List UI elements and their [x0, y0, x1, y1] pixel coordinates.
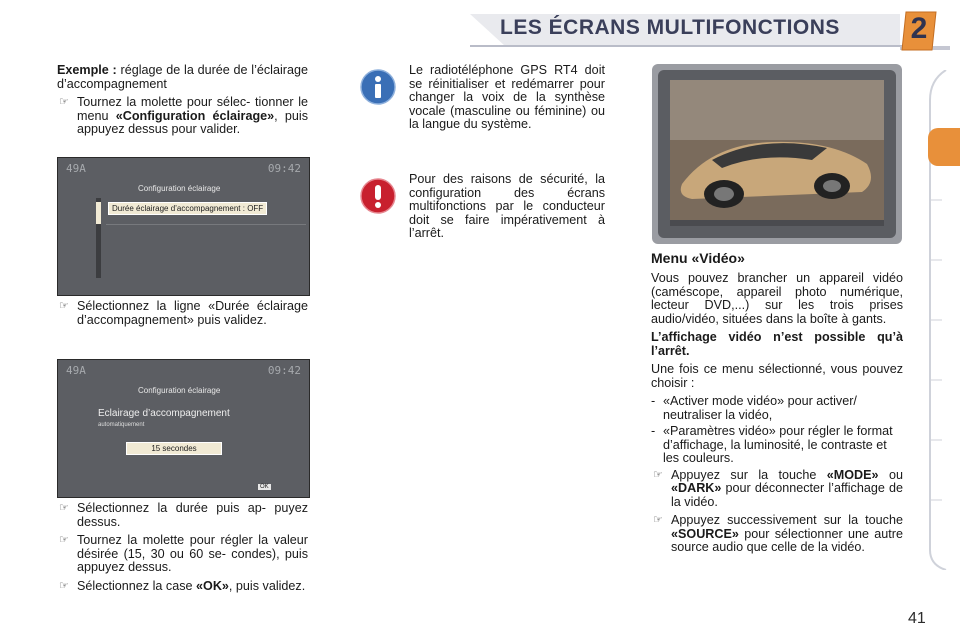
step-text: Tournez la molette pour sélec- tionner le menu [77, 95, 308, 123]
left-step-1 [57, 96, 308, 137]
screen-selected-line: Durée éclairage d’accompagnement : OFF [108, 202, 267, 215]
key-name: «SOURCE» [671, 526, 739, 541]
left-step-3 [57, 502, 308, 529]
menu-name: «Configuration éclairage» [115, 108, 275, 123]
warning-icon [360, 178, 396, 214]
page-header [0, 0, 960, 58]
left-step-2 [57, 300, 308, 327]
screen-status-bar [58, 360, 309, 380]
video-intro: Vous pouvez brancher un appareil vidéo (caméscope, appareil photo numérique, lecteur DVD,...) sur les trois prises audio/vidéo, situées dans la boîte à gants. [651, 271, 903, 326]
video-option-1 [651, 395, 903, 422]
screen-status-bar [58, 158, 309, 178]
dash-marker: - [651, 424, 656, 438]
video-subheading-text: L’affichage vidéo n’est possible qu’à l’arrêt. [651, 330, 903, 358]
step-text: Appuyez sur la touche [671, 467, 827, 482]
screen-selected-value: 15 secondes [126, 442, 222, 455]
screen-divider [106, 224, 306, 225]
sidebar-tab-active[interactable] [928, 128, 960, 166]
button-name: «OK» [196, 578, 229, 593]
info-icon [360, 69, 396, 105]
video-choose: Une fois ce menu sélectionné, vous pouvez choisir : [651, 362, 903, 390]
step-text: Tournez la molette pour régler la valeur désirée (15, 30 ou 60 se- condes), puis appuyez dessus. [77, 533, 308, 574]
info-text: Le radiotéléphone GPS RT4 doit se réinitialiser et redémarrer pour changer la voix de la synthèse vocale (masculine ou féminine) ou la langue du système. [409, 63, 605, 131]
pointing-hand-icon: ☞ [59, 96, 69, 108]
step-text: Sélectionnez la ligne «Durée éclairage d’accompagnement» puis validez. [77, 299, 308, 327]
left-step-4 [57, 534, 308, 575]
left-column-bottom [57, 502, 308, 598]
pointing-hand-icon: ☞ [59, 579, 69, 592]
left-column-intro [57, 64, 308, 142]
pointing-hand-icon: ☞ [59, 300, 69, 312]
screen-ok-box: OK [260, 484, 269, 490]
step-text: , puis appuyez dessus pour valider. [77, 108, 308, 136]
example-label: Exemple : [57, 63, 117, 77]
screen-capture-1 [57, 157, 310, 296]
warning-note [409, 173, 605, 246]
page-title: LES ÉCRANS MULTIFONCTIONS [500, 16, 840, 39]
video-menu-heading: Menu «Vidéo» [651, 250, 745, 266]
step-text: , puis validez. [228, 578, 306, 593]
step-text: pour déconnecter l’affichage de la vidéo. [671, 481, 903, 509]
pointing-hand-icon: ☞ [59, 534, 69, 546]
screen-frequency: 49A [66, 364, 86, 377]
screen-menu-title: Configuration éclairage [138, 184, 221, 193]
example-text: réglage de la durée de l’éclairage d’accompagnement [57, 63, 308, 91]
right-column-text [651, 272, 903, 560]
pointing-hand-icon: ☞ [59, 502, 69, 514]
option-text: «Paramètres vidéo» pour régler le format d’affichage, la luminosité, le contraste et les couleurs. [663, 424, 893, 465]
right-step-1 [651, 469, 903, 510]
screen-item-label: Eclairage d’accompagnement [98, 408, 230, 419]
right-step-2 [651, 514, 903, 555]
screen-clock: 09:42 [267, 364, 301, 377]
step-text: ou [878, 467, 903, 482]
pointing-hand-icon: ☞ [653, 468, 663, 481]
left-column-middle [57, 300, 308, 332]
chapter-number: 2 [910, 12, 928, 45]
page-number: 41 [908, 610, 926, 627]
example-paragraph [57, 64, 308, 91]
dash-marker: - [651, 394, 656, 408]
screen-item-sublabel: automatiquement [98, 422, 145, 428]
left-step-5 [57, 580, 308, 594]
key-name: «MODE» [826, 467, 879, 482]
screen-scroll-thumb [96, 202, 101, 224]
option-text: «Activer mode vidéo» pour activer/ neutraliser la vidéo, [663, 394, 857, 422]
step-text: Appuyez successivement sur la touche [671, 513, 903, 527]
key-name: «DARK» [671, 481, 722, 495]
step-text: Sélectionnez la durée puis ap- puyez dessus. [77, 501, 308, 529]
video-option-2 [651, 425, 903, 466]
pointing-hand-icon: ☞ [653, 514, 663, 526]
warning-text: Pour des raisons de sécurité, la configuration des écrans multifonctions par le conducteur doit se faire impérativement à l’arrêt. [409, 172, 605, 240]
video-subheading [651, 331, 903, 358]
multifunction-screen-photo [652, 64, 902, 244]
screen-menu-title: Configuration éclairage [138, 386, 221, 395]
step-text: pour sélectionner une autre source audio que celle de la vidéo. [671, 526, 903, 554]
screen-clock: 09:42 [267, 162, 301, 175]
info-note [409, 64, 605, 137]
screen-capture-2 [57, 359, 310, 498]
screen-frequency: 49A [66, 162, 86, 175]
step-text: Sélectionnez la case [77, 578, 197, 593]
